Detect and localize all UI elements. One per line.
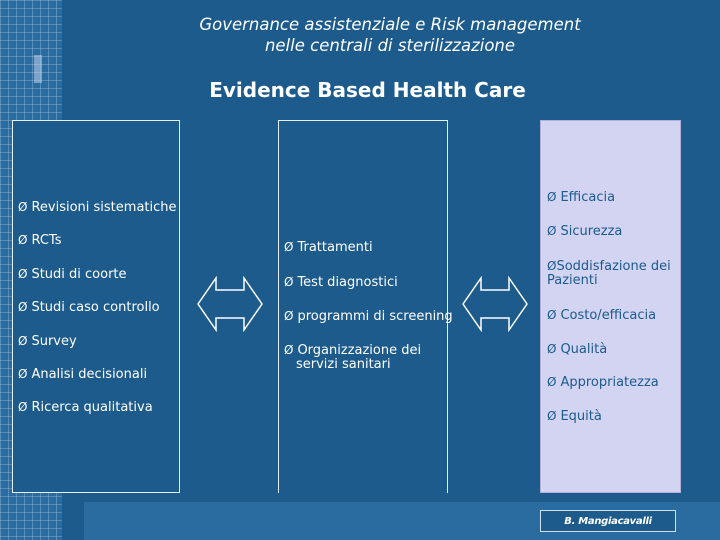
left-item-analisi: Ø Analisi decisionali (18, 367, 148, 382)
bullet-arrow-icon: Ø (547, 308, 557, 322)
right-item-appropriatezza: Ø Appropriatezza (547, 375, 659, 390)
bullet-arrow-icon: Ø (18, 367, 28, 381)
bullet-arrow-icon: Ø (18, 267, 28, 281)
right-item-costo: Ø Costo/efficacia (547, 308, 657, 323)
left-item-coorte: Ø Studi di coorte (18, 267, 127, 282)
slide-subtitle: Evidence Based Health Care (209, 78, 526, 102)
left-item-ricerca: Ø Ricerca qualitativa (18, 400, 153, 415)
bullet-arrow-icon: Ø (547, 375, 557, 389)
right-item-equita: Ø Equità (547, 409, 602, 424)
right-item-soddisfazione: ØSoddisfazione dei (547, 259, 671, 274)
bullet-arrow-icon: Ø (18, 334, 28, 348)
author-signature: B. Mangiacavalli (540, 510, 676, 532)
double-arrow-left-icon (197, 276, 263, 332)
double-arrow-right-icon (462, 276, 528, 332)
title-line-1: Governance assistenziale e Risk management (199, 15, 581, 34)
right-item-pazienti: Pazienti (547, 273, 598, 288)
bullet-arrow-icon: Ø (18, 233, 28, 247)
bullet-arrow-icon: Ø (547, 409, 557, 423)
bullet-arrow-icon: Ø (547, 259, 557, 273)
middle-item-test: Ø Test diagnostici (284, 275, 398, 290)
left-item-caso-controllo: Ø Studi caso controllo (18, 300, 160, 315)
right-item-efficacia: Ø Efficacia (547, 190, 616, 205)
middle-item-screening: Ø programmi di screening (284, 309, 453, 324)
right-item-qualita: Ø Qualità (547, 342, 608, 357)
slide-title (140, 14, 640, 56)
middle-item-trattamenti: Ø Trattamenti (284, 240, 373, 255)
bullet-arrow-icon: Ø (284, 343, 294, 357)
middle-item-servizi: servizi sanitari (296, 357, 391, 372)
bullet-arrow-icon: Ø (284, 309, 294, 323)
bullet-arrow-icon: Ø (547, 342, 557, 356)
bullet-arrow-icon: Ø (18, 400, 28, 414)
title-line-2: nelle centrali di sterilizzazione (264, 36, 516, 55)
bullet-arrow-icon: Ø (547, 190, 557, 204)
left-item-survey: Ø Survey (18, 334, 77, 349)
left-item-rcts: Ø RCTs (18, 233, 62, 248)
bullet-arrow-icon: Ø (18, 200, 28, 214)
left-item-revisioni: Ø Revisioni sistematiche (18, 200, 177, 215)
application-areas-panel (278, 120, 448, 493)
bullet-arrow-icon: Ø (284, 240, 294, 254)
right-item-sicurezza: Ø Sicurezza (547, 224, 623, 239)
bullet-arrow-icon: Ø (18, 300, 28, 314)
middle-item-organizzazione: Ø Organizzazione dei (284, 343, 422, 358)
bullet-arrow-icon: Ø (547, 224, 557, 238)
bullet-arrow-icon: Ø (284, 275, 294, 289)
